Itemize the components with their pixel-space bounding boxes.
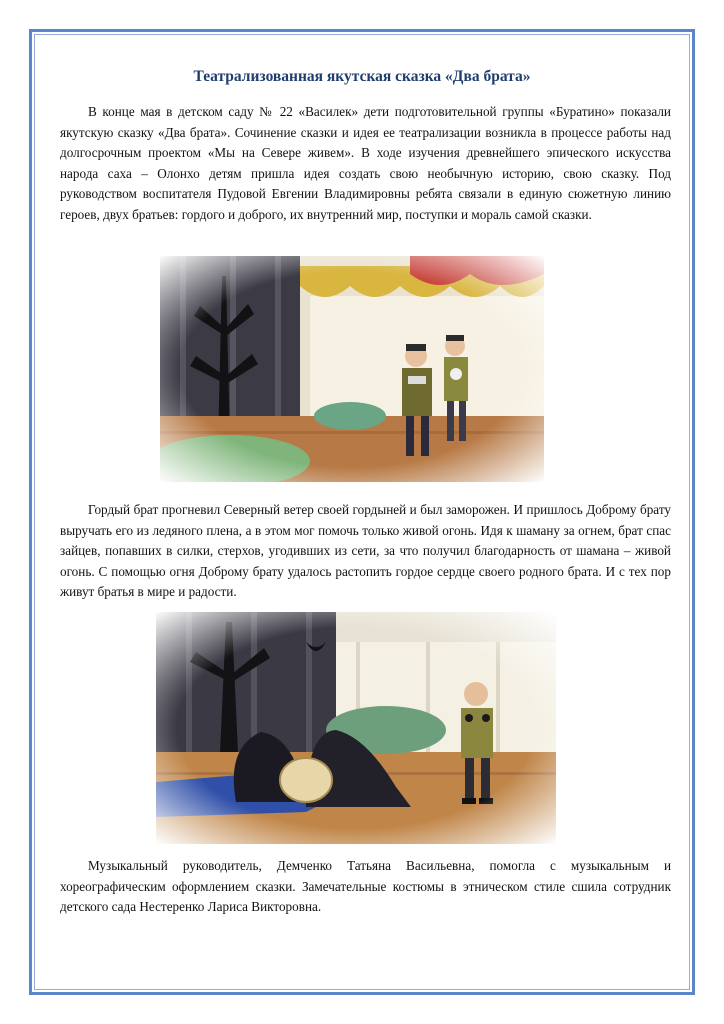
performance-photo-shaman-scene (156, 612, 556, 844)
performance-photo-two-brothers (160, 256, 544, 482)
paragraph-credits: Музыкальный руководитель, Демченко Татьяна Васильевна, помогла с музыкальным и хореографическим оформлением сказки. Замечательные костюмы в этническом стиле сшила сотрудник детского сада Нестеренко Лариса Викторовна. (60, 858, 671, 914)
document-title: Театрализованная якутская сказка «Два брата» (193, 68, 531, 85)
paragraph-intro: В конце мая в детском саду № 22 «Василек» дети подготовительной группы «Буратино» показали якутскую сказку «Два брата». Сочинение сказки и идея ее театрализации возникла в процессе работы над долгосрочным проектом «Мы на Севере живем». В ходе изучения древнейшего эпического искусства народа саха – Олонхо детям пришла идея создать свою необычную историю, свою сказку. Под руководством воспитателя Пудовой Евгении Владимировны ребята связали в единую сюжетную линию героев, двух братьев: гордого и доброго, их внутренний мир, поступки и мораль самой сказки. (60, 104, 671, 222)
paragraph-plot: Гордый брат прогневил Северный ветер своей гордыней и был заморожен. И пришлось Доброму брату выручать его из ледяного плена, а в этом мог помочь только живой огонь. Идя к шаману за огнем, брат спас зайцев, попавших в силки, стерхов, угодивших из сети, за что получил благодарность от шамана – живой огонь. С помощью огня Доброму брату удалось растопить гордое сердце своего родного брата. И с тех пор живут братья в мире и радости. (60, 502, 671, 599)
